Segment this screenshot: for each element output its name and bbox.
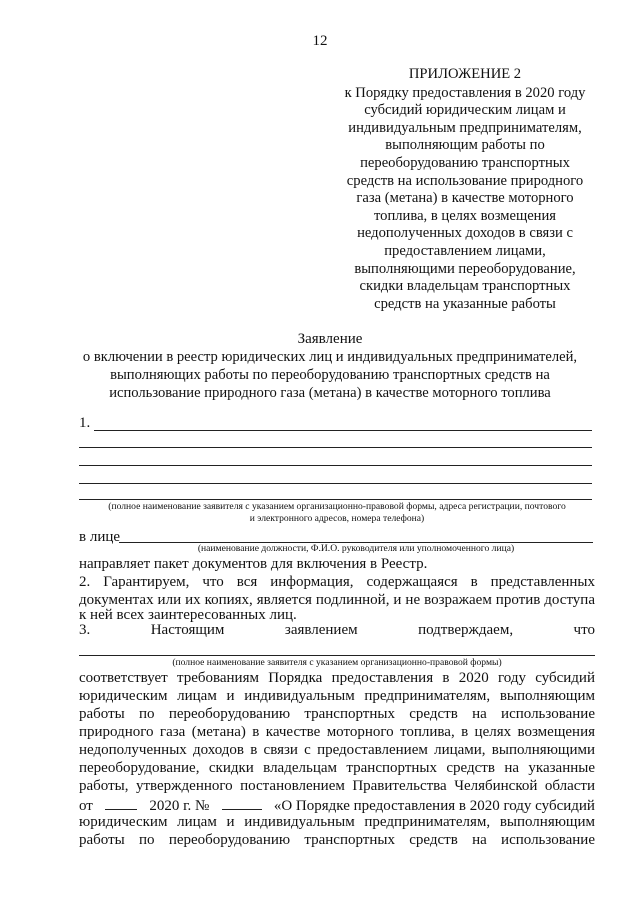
- appendix-line: средств на указанные работы: [374, 295, 556, 312]
- appendix-line: субсидий юридическим лицам и: [364, 102, 566, 119]
- statement-line: о включении в реестр юридических лиц и индивидуальных предпринимателей,: [82, 349, 578, 365]
- appendix-line: скидки владельцам транспортных: [359, 278, 571, 295]
- statement-line: выполняющих работы по переоборудованию транспортных средств на: [110, 367, 550, 383]
- item-3-line: [79, 622, 595, 639]
- body-line: переоборудование, скидки владельцам транспортных средств на указанные: [79, 760, 595, 776]
- body-line: природного газа (метана) в качестве моторного топлива, в целях возмещения: [79, 724, 595, 740]
- applicant-note: и электронного адресов, номера телефона): [249, 513, 425, 524]
- date-line: [79, 795, 595, 815]
- date-from: от: [79, 798, 93, 814]
- date-rest: «О Порядке предоставления в 2020 году субсидий: [273, 798, 595, 814]
- in-person-label: в лице: [79, 529, 121, 545]
- item-3-word: Настоящим: [150, 622, 225, 638]
- body-line: работы, утвержденного постановлением Правительства Челябинской области: [79, 778, 595, 794]
- applicant-fill-line[interactable]: [79, 499, 592, 500]
- item-2-last-line: к ней всех заинтересованных лиц.: [79, 607, 297, 623]
- page-number: 12: [312, 33, 328, 49]
- item-3-word: подтверждаем,: [418, 622, 514, 638]
- appendix-title: ПРИЛОЖЕНИЕ 2: [408, 66, 522, 82]
- statement-line: использование природного газа (метана) в качестве моторного топлива: [109, 385, 551, 401]
- appendix-block: [328, 66, 602, 313]
- applicant-note: (полное наименование заявителя с указанием организационно-правовой формы, адреса регистрации, почтового: [108, 501, 566, 512]
- item-2-line: 2. Гарантируем, что вся информация, содержащаяся в представленных: [79, 574, 595, 590]
- applicant-fill-line[interactable]: [79, 465, 592, 466]
- date-year: 2020 г. №: [149, 798, 210, 814]
- appendix-line: к Порядку предоставления в 2020 году: [344, 84, 586, 101]
- tail-line: работы по переоборудованию транспортных средств на использование: [79, 832, 595, 848]
- appendix-line: переоборудованию транспортных: [360, 154, 570, 171]
- body-line: соответствует требованиям Порядка предоставления в 2020 году субсидий: [79, 670, 595, 686]
- body-line: работы по переоборудованию транспортных средств на использование: [79, 706, 595, 722]
- applicant-fill-line[interactable]: [79, 483, 592, 484]
- appendix-line: предоставлением лицами,: [384, 242, 546, 259]
- sends-text: направляет пакет документов для включения в Реестр.: [79, 556, 428, 572]
- appendix-line: выполняющими переоборудование,: [354, 260, 576, 277]
- appendix-line: индивидуальным предпринимателям,: [348, 119, 582, 136]
- applicant-fill-line[interactable]: [94, 430, 592, 431]
- date-blank[interactable]: [105, 795, 137, 810]
- appendix-line: выполняющим работы по: [385, 137, 545, 154]
- body-line: юридическим лицам и индивидуальным предпринимателям, выполняющим: [79, 688, 595, 704]
- item-2-line: документах или их копиях, является подлинной, и не возражаем против доступа: [79, 592, 595, 608]
- appendix-line: топлива, в целях возмещения: [373, 207, 557, 224]
- applicant-short-note: (полное наименование заявителя с указанием организационно-правовой формы): [172, 657, 502, 668]
- appendix-line: недополученных доходов в связи с: [357, 225, 573, 242]
- body-line: недополученных доходов в связи с предоставлением лицами, выполняющими: [79, 742, 595, 758]
- applicant-short-fill-line[interactable]: [79, 655, 595, 656]
- applicant-fill-line[interactable]: [79, 447, 592, 448]
- appendix-line: средств на использование природного: [346, 172, 584, 189]
- person-note: (наименование должности, Ф.И.О. руководителя или уполномоченного лица): [197, 543, 515, 554]
- item-3-word: что: [573, 622, 595, 638]
- tail-line: юридическим лицам и индивидуальным предпринимателям, выполняющим: [79, 814, 595, 830]
- item-1-number: 1.: [79, 415, 91, 431]
- statement-title: Заявление: [297, 331, 363, 347]
- number-blank[interactable]: [222, 795, 262, 810]
- appendix-line: газа (метана) в качестве моторного: [356, 190, 574, 207]
- item-3-word: заявлением: [284, 622, 358, 638]
- item-3-word: 3.: [79, 622, 91, 638]
